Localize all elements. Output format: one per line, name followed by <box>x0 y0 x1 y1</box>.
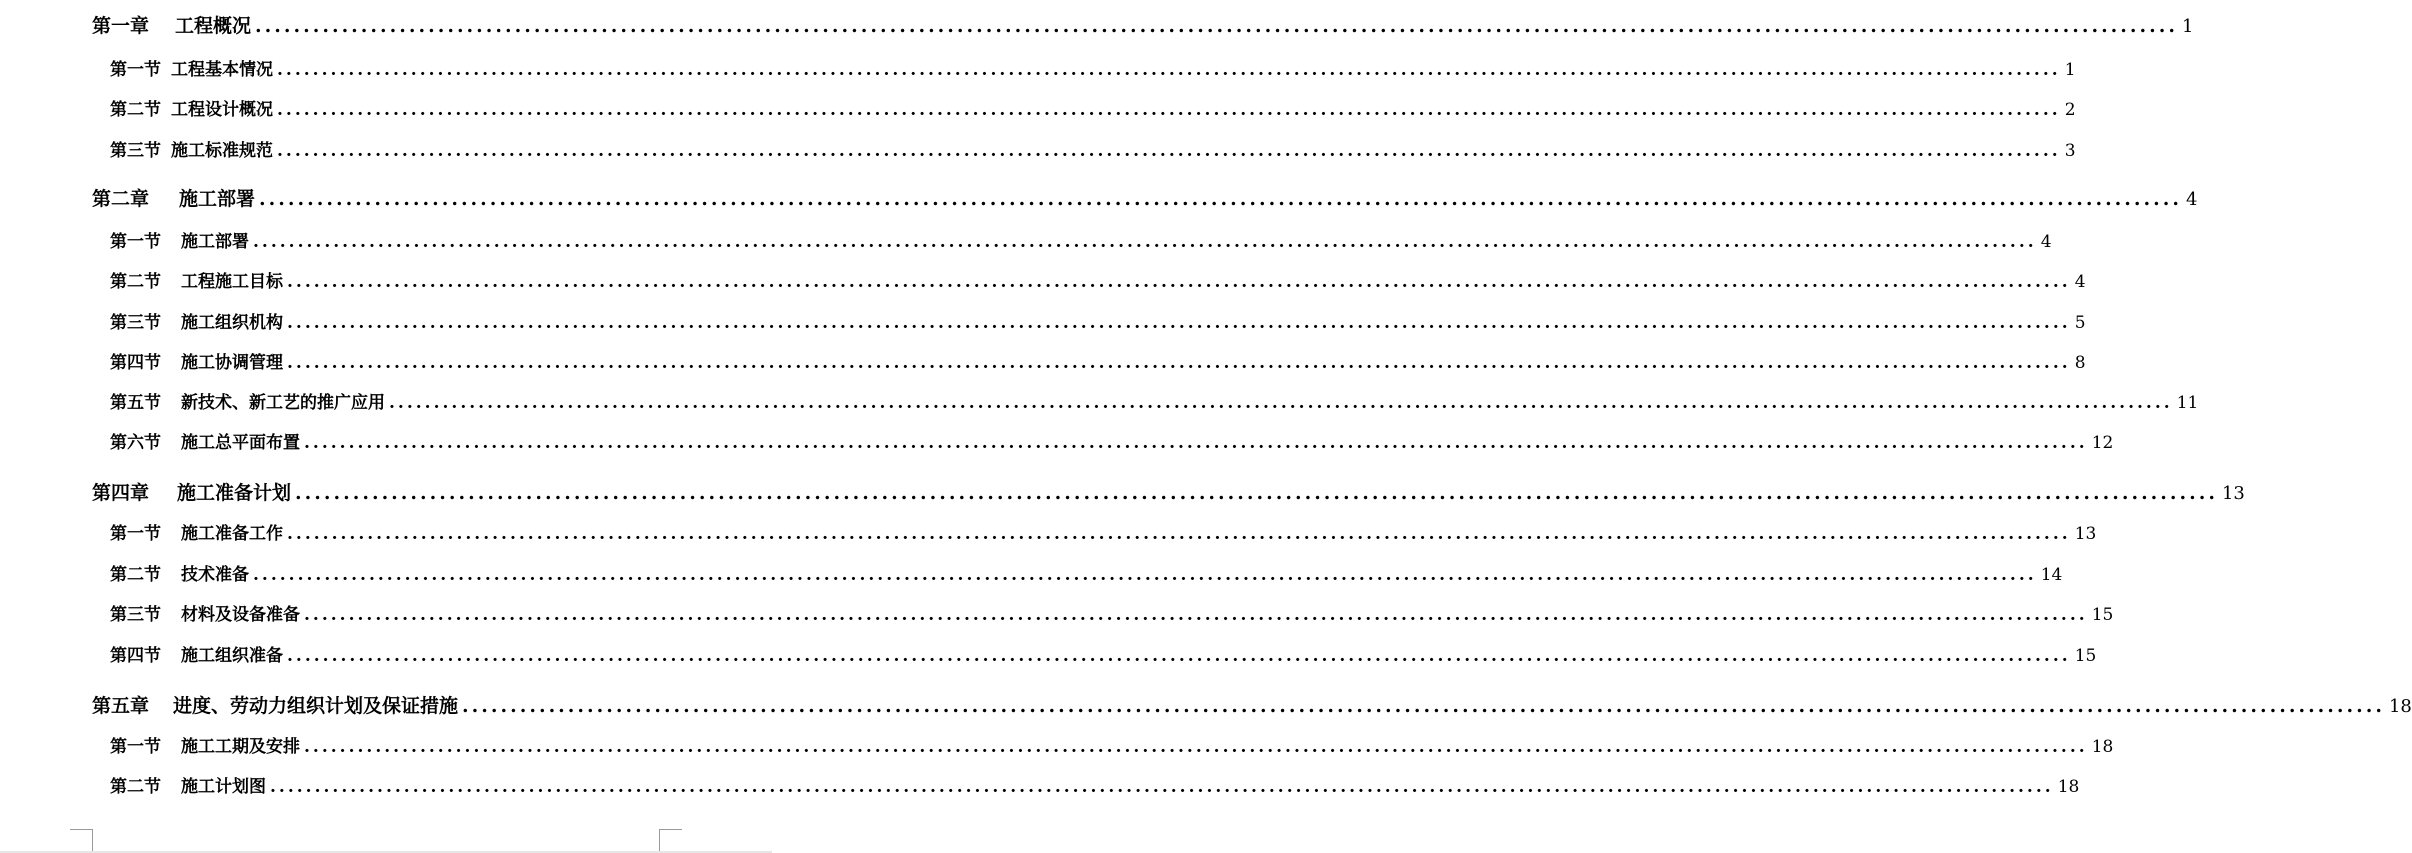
toc-dot-leader: ........................................................................................................................................................................................................ <box>304 737 2088 757</box>
toc-section-entry[interactable] <box>110 348 2086 373</box>
toc-entry-title: 施工部署 <box>181 232 249 252</box>
toc-dot-leader: ........................................................................................................................................................................................................ <box>287 313 2071 333</box>
toc-entry-title: 施工标准规范 <box>171 141 273 161</box>
toc-entry-number: 第一节 <box>110 524 161 544</box>
toc-section-entry[interactable] <box>110 560 2063 585</box>
toc-dot-leader: ........................................................................................................................................................................................................ <box>287 272 2071 292</box>
toc-entry-title: 工程概况 <box>175 15 252 37</box>
toc-page-number: 2 <box>2064 100 2076 120</box>
toc-entry-number: 第二章 <box>92 188 150 210</box>
toc-entry-number: 第二节 <box>110 100 161 120</box>
toc-entry-number: 第五章 <box>92 695 150 717</box>
toc-chapter-entry[interactable] <box>92 11 2194 38</box>
toc-entry-number: 第一章 <box>92 15 150 37</box>
toc-entry-number: 第三节 <box>110 141 161 161</box>
toc-chapter-entry[interactable] <box>92 184 2198 211</box>
toc-dot-leader: ........................................................................................................................................................................................................ <box>462 695 2385 717</box>
toc-entry-number: 第二节 <box>110 565 161 585</box>
toc-section-entry[interactable] <box>110 772 2080 797</box>
toc-chapter-entry[interactable] <box>92 478 2245 505</box>
toc-entry-title: 技术准备 <box>181 565 249 585</box>
toc-dot-leader: ........................................................................................................................................................................................................ <box>287 646 2071 666</box>
toc-section-entry[interactable] <box>110 227 2052 252</box>
toc-entry-title: 工程基本情况 <box>171 60 273 80</box>
toc-dot-leader: ........................................................................................................................................................................................................ <box>287 353 2071 373</box>
toc-section-entry[interactable] <box>110 600 2114 625</box>
toc-page-number: 5 <box>2074 313 2086 333</box>
toc-dot-leader: ........................................................................................................................................................................................................ <box>253 232 2037 252</box>
toc-page-number: 4 <box>2074 272 2086 292</box>
toc-entry-title: 进度、劳动力组织计划及保证措施 <box>173 695 459 717</box>
toc-page-number: 1 <box>2181 16 2194 37</box>
toc-dot-leader: ........................................................................................................................................................................................................ <box>389 393 2173 413</box>
toc-page-number: 18 <box>2388 696 2412 717</box>
toc-dot-leader: ........................................................................................................................................................................................................ <box>255 15 2178 37</box>
toc-page-number: 4 <box>2185 189 2198 210</box>
toc-entry-title: 施工总平面布置 <box>181 433 300 453</box>
toc-entry-number: 第三节 <box>110 605 161 625</box>
toc-dot-leader: ........................................................................................................................................................................................................ <box>295 482 2218 504</box>
toc-entry-title: 施工部署 <box>179 188 256 210</box>
toc-page-number: 4 <box>2040 232 2052 252</box>
toc-page-number: 8 <box>2074 353 2086 373</box>
toc-section-entry[interactable] <box>110 388 2199 413</box>
toc-page-number: 18 <box>2057 777 2080 797</box>
toc-entry-title: 工程设计概况 <box>171 100 273 120</box>
toc-page-number: 15 <box>2074 646 2097 666</box>
toc-dot-leader: ........................................................................................................................................................................................................ <box>277 60 2061 80</box>
toc-dot-leader: ........................................................................................................................................................................................................ <box>277 100 2061 120</box>
toc-dot-leader: ........................................................................................................................................................................................................ <box>259 188 2182 210</box>
toc-section-entry[interactable] <box>110 55 2076 80</box>
toc-dot-leader: ........................................................................................................................................................................................................ <box>253 565 2037 585</box>
toc-dot-leader: ........................................................................................................................................................................................................ <box>304 605 2088 625</box>
toc-dot-leader: ........................................................................................................................................................................................................ <box>270 777 2054 797</box>
toc-entry-number: 第二节 <box>110 272 161 292</box>
toc-entry-title: 施工组织机构 <box>181 313 283 333</box>
toc-entry-number: 第四节 <box>110 646 161 666</box>
toc-entry-number: 第二节 <box>110 777 161 797</box>
toc-section-entry[interactable] <box>110 136 2076 161</box>
toc-page-number: 15 <box>2091 605 2114 625</box>
toc-section-entry[interactable] <box>110 519 2097 544</box>
toc-section-entry[interactable] <box>110 308 2086 333</box>
toc-page-number: 13 <box>2074 524 2097 544</box>
toc-section-entry[interactable] <box>110 428 2114 453</box>
toc-entry-number: 第四节 <box>110 353 161 373</box>
toc-page-number: 1 <box>2064 60 2076 80</box>
toc-entry-title: 施工组织准备 <box>181 646 283 666</box>
toc-entry-number: 第三节 <box>110 313 161 333</box>
toc-entry-title: 施工准备工作 <box>181 524 283 544</box>
toc-entry-number: 第五节 <box>110 393 161 413</box>
toc-dot-leader: ........................................................................................................................................................................................................ <box>304 433 2088 453</box>
page-corner-mark-left <box>70 829 93 852</box>
toc-entry-number: 第一节 <box>110 232 161 252</box>
toc-entry-number: 第四章 <box>92 482 150 504</box>
toc-entry-title: 新技术、新工艺的推广应用 <box>181 393 385 413</box>
toc-page-number: 11 <box>2176 393 2199 413</box>
toc-page-number: 18 <box>2091 737 2114 757</box>
toc-page-number: 13 <box>2221 483 2245 504</box>
toc-chapter-entry[interactable] <box>92 691 2412 718</box>
toc-entry-title: 施工协调管理 <box>181 353 283 373</box>
toc-section-entry[interactable] <box>110 267 2086 292</box>
toc-section-entry[interactable] <box>110 641 2097 666</box>
toc-section-entry[interactable] <box>110 95 2076 120</box>
toc-entry-title: 材料及设备准备 <box>181 605 300 625</box>
toc-entry-number: 第六节 <box>110 433 161 453</box>
toc-page-number: 3 <box>2064 141 2076 161</box>
toc-entry-title: 施工工期及安排 <box>181 737 300 757</box>
toc-page-number: 14 <box>2040 565 2063 585</box>
toc-entry-title: 工程施工目标 <box>181 272 283 292</box>
toc-section-entry[interactable] <box>110 732 2114 757</box>
toc-dot-leader: ........................................................................................................................................................................................................ <box>277 141 2061 161</box>
toc-entry-title: 施工准备计划 <box>177 482 292 504</box>
toc-page-number: 12 <box>2091 433 2114 453</box>
toc-entry-number: 第一节 <box>110 737 161 757</box>
toc-entry-title: 施工计划图 <box>181 777 266 797</box>
toc-dot-leader: ........................................................................................................................................................................................................ <box>287 524 2071 544</box>
page-corner-mark-right <box>659 829 682 852</box>
toc-entry-number: 第一节 <box>110 60 161 80</box>
